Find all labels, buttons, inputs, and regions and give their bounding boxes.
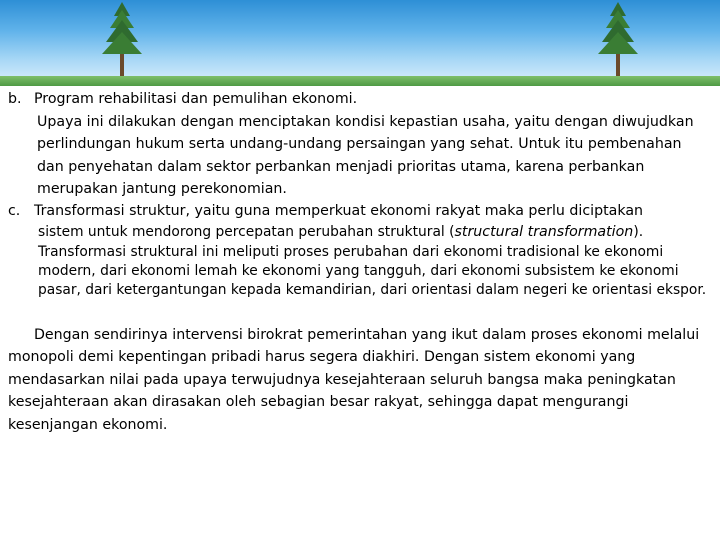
list-item-c [8,201,712,300]
item-line2-start: sistem untuk mendorong percepatan perubahan struktural ( [38,223,455,240]
list-item-b [8,88,712,201]
item-body [34,201,712,300]
list-marker: b. [8,91,22,107]
slide-content [8,88,712,436]
item-title: Program rehabilitasi dan pemulihan ekonomi. [34,91,358,107]
grass-strip [0,76,720,86]
list-marker: c. [8,202,21,219]
body-paragraph: Dengan sendirinya intervensi birokrat pemerintahan yang ikut dalam proses ekonomi melalui monopoli demi kepentingan pribadi harus segera diakhiri. Dengan sistem ekonomi yang mendasarkan nilai pada upaya terwujudnya kesejahteraan seluruh bangsa maka peningkatan kesejahteraan akan dirasakan oleh sebagian besar rakyat, sehingga dapat mengurangi kesenjangan ekonomi. [8,326,700,433]
item-body: Upaya ini dilakukan dengan menciptakan kondisi kepastian usaha, yaitu dengan diwujudkan perlindungan hukum serta undang-undang persaingan yang sehat. Untuk itu pembenahan dan penyehatan dalam sektor perbankan menjadi prioritas utama, karena perbankan merupakan jantung perekonomian. [37,113,694,197]
tree-icon [100,0,144,80]
item-line2-end: ). [633,223,644,240]
italic-term: structural transformation [454,223,634,240]
item-body-rest: Transformasi struktural ini meliputi proses perubahan dari ekonomi tradisional ke ekonomi modern, dari ekonomi lemah ke ekonomi yang tangguh, dari ekonomi subsistem ke ekonomi pasar, dari ketergantungan kepada kemandirian, dari orientasi dalam negeri ke orientasi ekspor. [38,243,707,298]
header-banner [0,0,720,86]
item-line1: Transformasi struktur, yaitu guna memperkuat ekonomi rakyat maka perlu diciptakan [34,202,644,219]
tree-icon [596,0,640,80]
